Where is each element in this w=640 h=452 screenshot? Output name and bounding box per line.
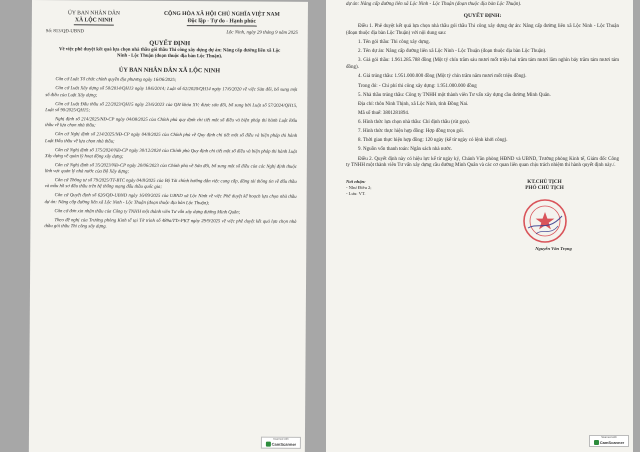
recipients-block xyxy=(346,179,466,252)
sign-line1: KT.CHỦ TỊCH xyxy=(527,178,562,185)
item-6: 6. Hình thức lựa chọn nhà thầu: Chỉ định thầu (rút gọn). xyxy=(358,120,470,126)
basis-item: Căn cứ Luật Đấu thầu số 22/2023/QH15 ngày 23/6/2023 của QH khóa XV; được sửa đổi, bổ sung bởi Luật số 57/2024/QH15, Luật số 90/2025/QH15; xyxy=(45,101,298,114)
agency-line1: ỦY BAN NHÂN DÂN xyxy=(67,10,121,17)
item-9: 9. Nguồn vốn thanh toán: Ngân sách nhà nước. xyxy=(358,147,453,153)
recipient: - Lưu: VT. xyxy=(346,190,366,196)
signature-area xyxy=(326,173,633,252)
scanner-line1: Scanned with xyxy=(273,437,289,441)
article-2: Điều 2. Quyết định này có hiệu lực kể từ ngày ký, Chánh Văn phòng HĐND và UBND, Trưởng phòng Kinh tế, Giám đốc Công ty TNHH một thành viên Tư vấn xây dựng cầu đường Minh Quân và các cơ quan liên quan chịu trách nhiệm thi hành quyết định này./. xyxy=(346,156,619,169)
official-seal-icon xyxy=(522,198,568,244)
document-header xyxy=(32,0,308,27)
nation-line2: Độc lập - Tự do - Hạnh phúc xyxy=(187,17,257,25)
item-1: 1. Tên gói thầu: Thi công xây dựng. xyxy=(358,40,430,46)
legal-basis xyxy=(30,73,307,232)
item-5: 5. Nhà thầu trúng thầu: Công ty TNHH một thành viên Tư vấn xây dựng cầu đường Minh Quân. xyxy=(358,92,551,98)
recipient: - Như Điều 2; xyxy=(346,184,372,190)
decides-heading: QUYẾT ĐỊNH: xyxy=(463,12,502,19)
scanner-line1: Scanned with xyxy=(601,436,617,440)
article-1: Điều 1. Phê duyệt kết quả lựa chọn nhà thầu gói thầu Thi công xây dựng dự án: Nâng cấp đường liên xã Lộc Ninh - Lộc Thuận (đoạn thuộc địa bàn Lộc Thuận) với nội dung sau: xyxy=(346,24,619,37)
decision-body xyxy=(326,0,633,170)
item-5-tax: Mã số thuế: 3801281894. xyxy=(358,110,410,116)
signer-name: Nguyễn Văn Trọng xyxy=(535,246,572,252)
nation-block xyxy=(142,11,302,27)
sign-line2: PHÓ CHỦ TỊCH xyxy=(525,185,564,192)
doc-number: Số: 813/QĐ-UBND xyxy=(45,29,85,35)
basis-item: Căn cứ Nghị định số 175/2024/NĐ-CP ngày 30/12/2024 của Chính phủ Quy định chi tiết một số điều và biện pháp thi hành Luật Xây dựng về quản lý hoạt động xây dựng; xyxy=(44,147,297,160)
doc-title: QUYẾT ĐỊNH xyxy=(149,39,191,48)
item-4-detail: Trong đó: - Chi phí thi công xây dựng: 1.951.000.000 đồng xyxy=(358,83,477,89)
document-page-2 xyxy=(326,0,633,452)
camscanner-badge xyxy=(261,437,301,449)
continued-text: dự án: Nâng cấp đường liên xã Lộc Ninh - Lộc Thuận (đoạn thuộc địa bàn Lộc Thuận). xyxy=(346,2,522,7)
item-3: 3. Giá gói thầu: 1.961.285.788 đồng (Một tỷ chín trăm sáu mươi mốt triệu hai trăm tám mươi lăm nghìn bảy trăm tám mươi tám đồng). xyxy=(346,58,619,71)
agency-block xyxy=(46,10,142,26)
item-2: 2. Tên dự án: Nâng cấp đường liên xã Lộc Ninh - Lộc Thuận (đoạn thuộc địa bàn Lộc Thuận). xyxy=(358,49,547,55)
item-5-address: Địa chỉ: thôn Ninh Thịnh, xã Lộc Ninh, tỉnh Đồng Nai. xyxy=(358,101,469,107)
doc-date: Lộc Ninh, ngày 29 tháng 9 năm 2025 xyxy=(226,30,298,36)
basis-item: Căn cứ Luật Xây dựng số 50/2014/QH13 ngày 18/6/2014; Luật số 62/2020/QH14 ngày 17/6/2020 về việc Sửa đổi, bổ sung một số điều của Luật Xây dựng; xyxy=(45,86,298,99)
scanner-line2: CamScanner xyxy=(271,441,297,447)
item-7: 7. Hình thức thực hiện hợp đồng: Hợp đồng trọn gói. xyxy=(358,129,464,135)
scanner-brand xyxy=(594,440,624,445)
scanner-brand xyxy=(266,442,297,447)
doc-subtitle: Về việc phê duyệt kết quả lựa chọn nhà thầu gói thầu Thi công xây dựng dự án: Nâng cấp đường liên xã Lộc Ninh - Lộc Thuận (đoạn thuộc địa bàn Lộc Thuận). xyxy=(58,47,281,60)
signer-block xyxy=(466,179,623,252)
basis-item: Căn cứ Thông tư số 79/2025/TT-BTC ngày 04/8/2025 của Bộ Tài chính hướng dẫn việc cung cấp, đăng tải thông tin về đấu thầu và mẫu hồ sơ đấu thầu trên hệ thống mạng đấu thầu quốc gia; xyxy=(44,178,297,191)
document-page-1 xyxy=(29,0,308,452)
authority-heading: ỦY BAN NHÂN DÂN XÃ LỘC NINH xyxy=(118,67,221,75)
recipients-title: Nơi nhận: xyxy=(346,178,366,184)
basis-item: Căn cứ Quyết định số 626/QĐ-UBND ngày 16/09/2025 của UBND xã Lộc Ninh về việc Phê duyệt kế hoạch lựa chọn nhà thầu dự án: Nâng cấp đường liên xã Lộc Ninh - Lộc Thuận (đoạn thuộc địa bàn Lộc Thuận); xyxy=(44,193,297,206)
nation-line1: CỘNG HÒA XÃ HỘI CHỦ NGHĨA VIỆT NAM xyxy=(163,10,280,18)
basis-item: Theo đề nghị của Trưởng phòng Kinh tế tại Tờ trình số 489a/TTr-PKT ngày 29/9/2025 về việc phê duyệt kết quả lựa chọn nhà thầu gói thầu Thi công xây dựng. xyxy=(44,217,297,230)
scanner-line2: CamScanner xyxy=(599,439,625,445)
item-4: 4. Giá trúng thầu: 1.951.000.000 đồng (Một tỷ chín trăm năm mươi mốt triệu đồng). xyxy=(358,74,527,80)
basis-item: Căn cứ Luật Tổ chức chính quyền địa phương ngày 16/06/2025; xyxy=(55,77,177,84)
camscanner-badge xyxy=(589,435,629,447)
basis-item: Căn cứ đơn xin nhận thầu của Công ty TNHH một thành viên Tư vấn xây dựng đường Minh Quân; xyxy=(54,208,241,216)
item-8: 8. Thời gian thực hiện hợp đồng: 120 ngày (kể từ ngày có lệnh khởi công). xyxy=(358,138,508,144)
basis-item: Căn cứ Nghị định số 214/2025/NĐ-CP ngày 04/8/2025 của Chính phủ về Quy định chi tiết một số điều và biện pháp thi hành Luật Đấu thầu về lựa chọn nhà thầu; xyxy=(44,132,298,145)
basis-item: Nghị định số 214/2025/NĐ-CP ngày 04/08/2025 của Chính phủ quy định chi tiết một số điều và biện pháp thi hành Luật Đấu thầu về lựa chọn nhà thầu; xyxy=(45,117,298,129)
basis-item: Căn cứ Nghị định số 35/2023/NĐ-CP ngày 20/06/2023 của Chính phủ về Sửa đổi, bổ sung một số điều của các Nghị định thuộc lĩnh vực quản lý nhà nước của Bộ Xây dựng; xyxy=(44,162,297,175)
camscanner-logo-icon xyxy=(594,440,599,445)
agency-line2: XÃ LỘC NINH xyxy=(75,17,113,24)
camscanner-logo-icon xyxy=(266,442,271,447)
